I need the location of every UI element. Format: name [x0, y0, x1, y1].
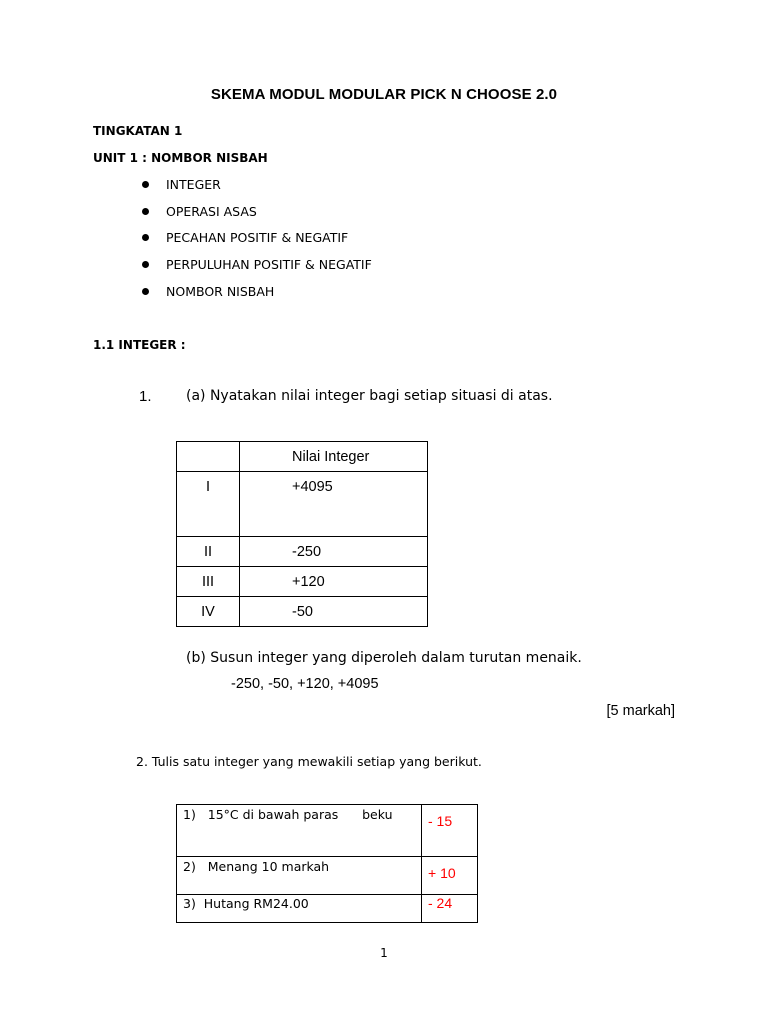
situation-cell: 3) Hutang RM24.00: [177, 895, 422, 923]
table-row: [177, 567, 428, 597]
bullet-icon: [142, 261, 149, 268]
answer-cell: + 10: [422, 857, 478, 895]
marks-label: [5 markah]: [606, 703, 675, 719]
topic-item: [142, 204, 257, 220]
answer-cell: - 15: [422, 805, 478, 857]
question-part-a: (a) Nyatakan nilai integer bagi setiap situasi di atas.: [186, 388, 553, 404]
row-label: IV: [177, 597, 240, 627]
topic-label: NOMBOR NISBAH: [166, 284, 275, 299]
page-number: 1: [380, 946, 388, 960]
situation-table: [176, 804, 478, 923]
table-row: [177, 857, 478, 895]
row-label: I: [177, 472, 240, 537]
topic-label: OPERASI ASAS: [166, 204, 257, 219]
section-heading: 1.1 INTEGER :: [93, 338, 186, 352]
bullet-icon: [142, 208, 149, 215]
bullet-icon: [142, 288, 149, 295]
answer-cell: - 24: [422, 895, 478, 923]
level-label: TINGKATAN 1: [93, 124, 183, 138]
question-number: 1.: [139, 388, 152, 405]
topic-label: PERPULUHAN POSITIF & NEGATIF: [166, 257, 372, 272]
topic-label: PECAHAN POSITIF & NEGATIF: [166, 230, 349, 245]
row-value: -250: [240, 537, 428, 567]
question-part-b: (b) Susun integer yang diperoleh dalam turutan menaik.: [186, 650, 582, 666]
table-row: [177, 805, 478, 857]
topic-item: [142, 177, 221, 193]
row-label: III: [177, 567, 240, 597]
row-value: +120: [240, 567, 428, 597]
table-header: Nilai Integer: [240, 442, 428, 472]
page-title: SKEMA MODUL MODULAR PICK N CHOOSE 2.0: [210, 86, 558, 103]
bullet-icon: [142, 234, 149, 241]
table-header-row: [177, 442, 428, 472]
part-b-answer: -250, -50, +120, +4095: [231, 676, 379, 692]
table-row: [177, 597, 428, 627]
table-row: [177, 537, 428, 567]
table-row: [177, 895, 478, 923]
row-label: II: [177, 537, 240, 567]
topic-label: INTEGER: [166, 177, 221, 192]
situation-cell: 2) Menang 10 markah: [177, 857, 422, 895]
question-2-text: 2. Tulis satu integer yang mewakili setiap yang berikut.: [136, 754, 482, 769]
table-cell: [177, 442, 240, 472]
row-value: -50: [240, 597, 428, 627]
bullet-icon: [142, 181, 149, 188]
unit-label: UNIT 1 : NOMBOR NISBAH: [93, 151, 268, 165]
table-row: [177, 472, 428, 537]
row-value: +4095: [240, 472, 428, 537]
topic-item: [142, 284, 274, 300]
topic-item: [142, 257, 372, 273]
topic-item: [142, 230, 348, 246]
situation-cell: 1) 15°C di bawah paras beku: [177, 805, 422, 857]
integer-table: [176, 441, 428, 627]
